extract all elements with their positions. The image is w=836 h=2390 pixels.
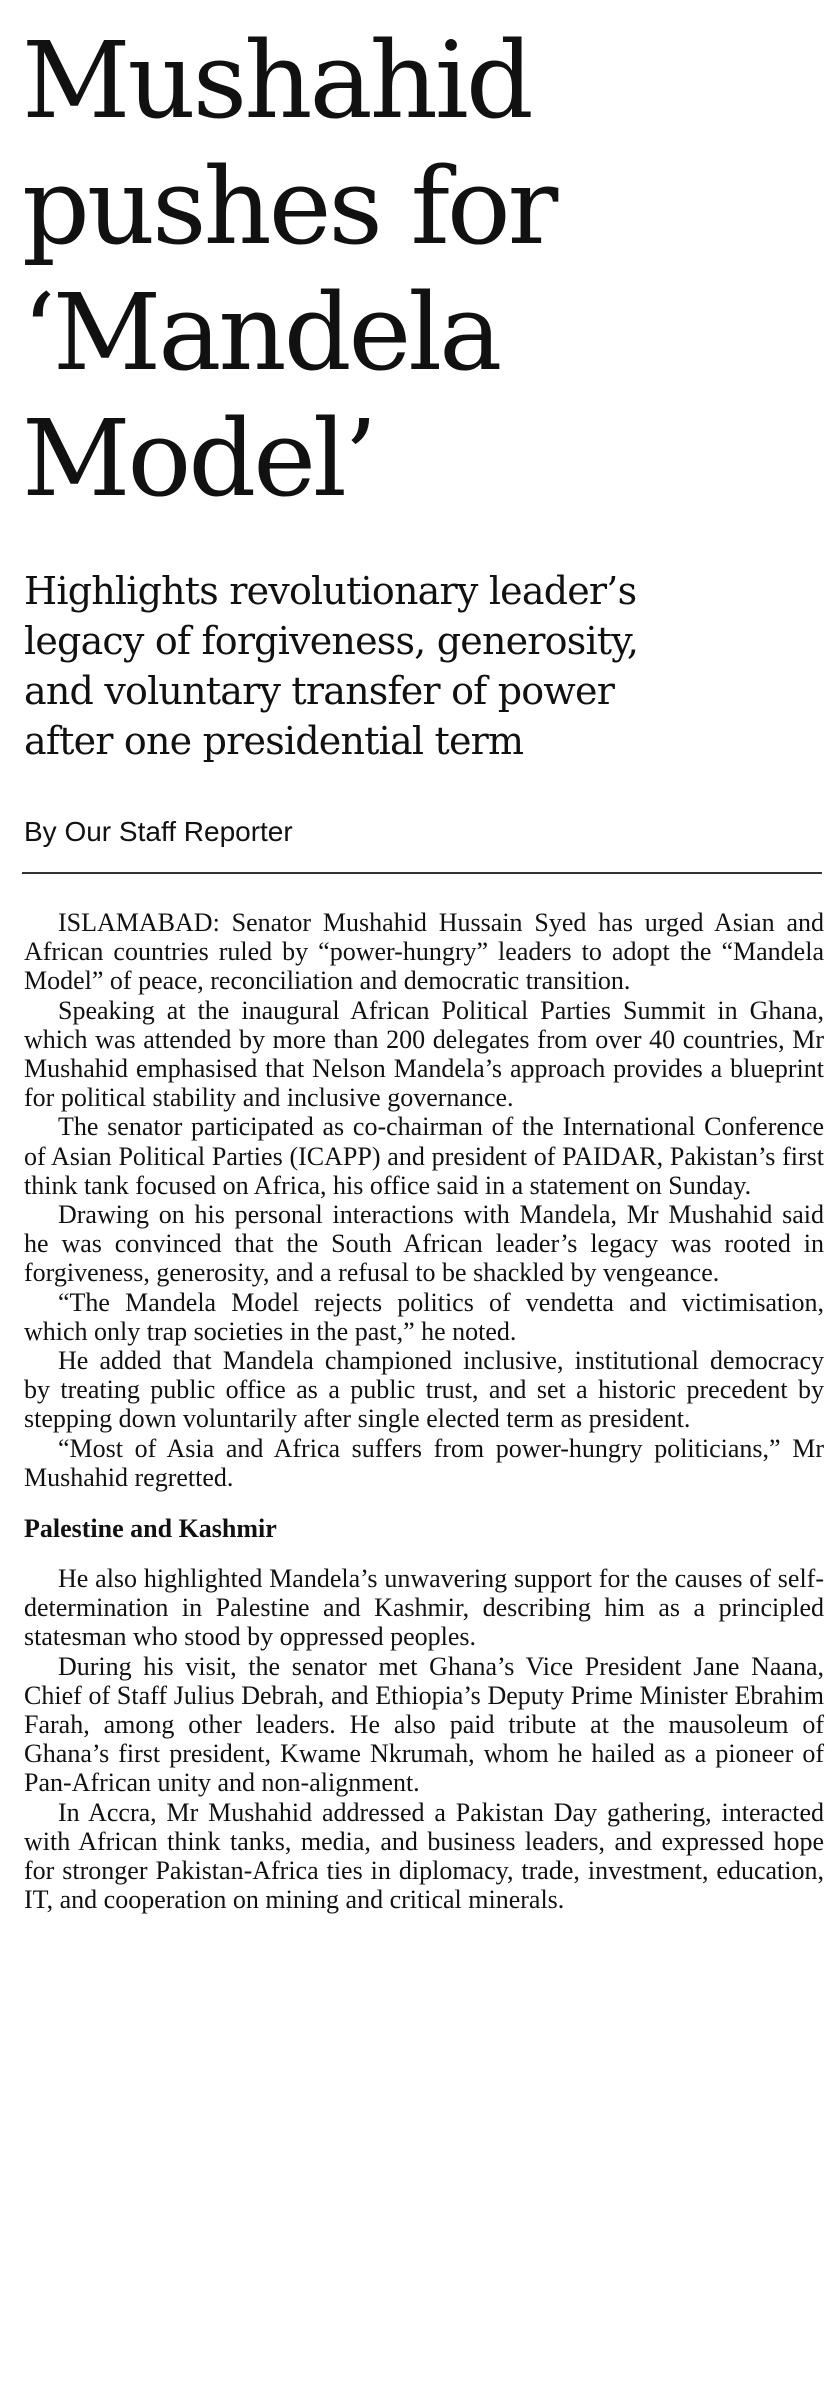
subheadline-line: and voluntary transfer of power xyxy=(24,669,615,713)
body-paragraph: Speaking at the inaugural African Political Parties Summit in Ghana, which was attended by more than 200 delegates from over 40 countries, Mr Mushahid emphasised that Nelson Mandela’s approach provides a blueprint for political stability and inclusive governance. xyxy=(24,995,824,1113)
body-paragraph: Drawing on his personal interactions with Mandela, Mr Mushahid said he was convinced that the South African leader’s legacy was rooted in forgiveness, generosity, and a refusal to be shackled by vengeance. xyxy=(24,1200,824,1288)
subheadline-line: Highlights revolutionary leader’s xyxy=(24,569,637,613)
body-paragraph: “Most of Asia and Africa suffers from power-hungry politicians,” Mr Mushahid regretted. xyxy=(24,1433,824,1492)
subheadline xyxy=(24,566,824,766)
byline-divider xyxy=(22,872,822,874)
article-body xyxy=(24,908,824,1915)
body-paragraph: He also highlighted Mandela’s unwavering support for the causes of self-determination in Palestine and Kashmir, describing him as a principled statesman who stood by oppressed peoples. xyxy=(24,1564,824,1652)
subheadline-line: legacy of forgiveness, generosity, xyxy=(24,619,639,663)
body-paragraph: ISLAMABAD: Senator Mushahid Hussain Syed has urged Asian and African countries ruled by “power-hungry” leaders to adopt the “Mandela Model” of peace, reconciliation and democratic transition. xyxy=(24,908,824,996)
headline-line: ‘Mandela xyxy=(22,271,500,394)
body-paragraph: He added that Mandela championed inclusive, institutional democracy by treating public office as a public trust, and set a historic precedent by stepping down voluntarily after single elected term as president. xyxy=(24,1346,824,1434)
section-subheading: Palestine and Kashmir xyxy=(24,1514,277,1544)
body-paragraph: “The Mandela Model rejects politics of vendetta and victimisation, which only trap societies in the past,” he noted. xyxy=(24,1287,824,1346)
body-paragraph: In Accra, Mr Mushahid addressed a Pakistan Day gathering, interacted with African think tanks, media, and business leaders, and expressed hope for stronger Pakistan-Africa ties in diplomacy, trade, investment, education, IT, and cooperation on mining and critical minerals. xyxy=(24,1797,824,1915)
byline: By Our Staff Reporter xyxy=(24,816,293,847)
body-paragraph: During his visit, the senator met Ghana’s Vice President Jane Naana, Chief of Staff Julius Debrah, and Ethiopia’s Deputy Prime Minister Ebrahim Farah, among other leaders. He also paid tribute at the mausoleum of Ghana’s first president, Kwame Nkrumah, whom he hailed as a pioneer of Pan-African unity and non-alignment. xyxy=(24,1651,824,1798)
subheadline-line: after one presidential term xyxy=(24,719,524,763)
headline-line: pushes for xyxy=(22,145,556,268)
headline xyxy=(22,18,822,522)
headline-line: Model’ xyxy=(22,397,375,520)
headline-line: Mushahid xyxy=(22,19,531,142)
body-paragraph: The senator participated as co-chairman of the International Conference of Asian Political Parties (ICAPP) and president of PAIDAR, Pakistan’s first think tank focused on Africa, his office said in a statement on Sunday. xyxy=(24,1112,824,1200)
